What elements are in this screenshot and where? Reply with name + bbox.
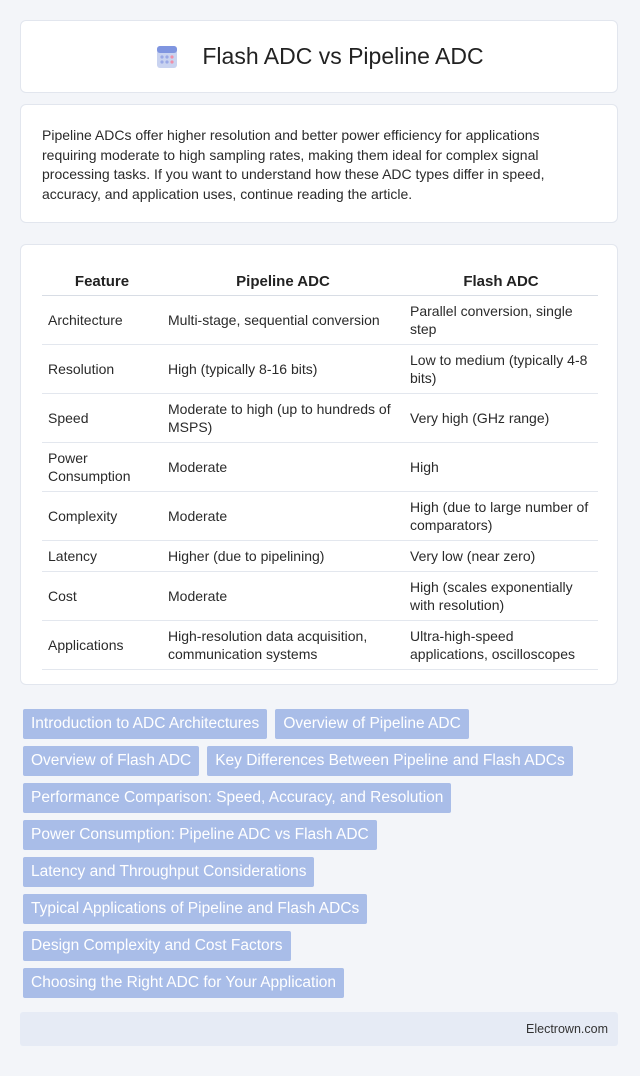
topic-link-applications[interactable]: Typical Applications of Pipeline and Flash ADCs xyxy=(23,894,367,924)
table-header-row xyxy=(42,262,598,296)
topic-link-latency[interactable]: Latency and Throughput Considerations xyxy=(23,857,314,887)
table-cell: Applications xyxy=(42,621,162,670)
table-row xyxy=(42,345,598,394)
table-row xyxy=(42,621,598,670)
table-cell: Cost xyxy=(42,572,162,621)
table-cell: Moderate xyxy=(162,492,404,541)
topic-link-performance[interactable]: Performance Comparison: Speed, Accuracy, and Resolution xyxy=(23,783,451,813)
header-pipeline-adc: Pipeline ADC xyxy=(162,262,404,296)
footer xyxy=(20,1012,618,1046)
title-card xyxy=(20,20,618,93)
header-feature: Feature xyxy=(42,262,162,296)
table-cell: Moderate xyxy=(162,443,404,492)
page-title: Flash ADC vs Pipeline ADC xyxy=(202,43,484,69)
table-cell: Power Consumption xyxy=(42,443,162,492)
comparison-table xyxy=(42,262,598,670)
table-cell: Speed xyxy=(42,394,162,443)
footer-site[interactable]: Electrown.com xyxy=(526,1022,608,1036)
table-cell: Latency xyxy=(42,541,162,572)
table-row xyxy=(42,296,598,345)
table-cell: Higher (due to pipelining) xyxy=(162,541,404,572)
table-cell: High (typically 8-16 bits) xyxy=(162,345,404,394)
table-row xyxy=(42,541,598,572)
topic-link-overview-pipeline[interactable]: Overview of Pipeline ADC xyxy=(275,709,468,739)
topic-link-design-cost[interactable]: Design Complexity and Cost Factors xyxy=(23,931,291,961)
intro-card xyxy=(20,104,618,223)
table-cell: Moderate xyxy=(162,572,404,621)
table-row xyxy=(42,572,598,621)
table-cell: Very high (GHz range) xyxy=(404,394,598,443)
topic-links xyxy=(23,709,619,1005)
table-cell: Architecture xyxy=(42,296,162,345)
table-cell: High (scales exponentially with resolution) xyxy=(404,572,598,621)
table-cell: Resolution xyxy=(42,345,162,394)
table-cell: Very low (near zero) xyxy=(404,541,598,572)
table-cell: Ultra-high-speed applications, oscilloscopes xyxy=(404,621,598,670)
calculator-icon xyxy=(154,44,180,70)
table-cell: Multi-stage, sequential conversion xyxy=(162,296,404,345)
topic-link-power[interactable]: Power Consumption: Pipeline ADC vs Flash ADC xyxy=(23,820,377,850)
topic-link-choosing[interactable]: Choosing the Right ADC for Your Application xyxy=(23,968,344,998)
table-cell: High (due to large number of comparators) xyxy=(404,492,598,541)
table-cell: Parallel conversion, single step xyxy=(404,296,598,345)
table-cell: Complexity xyxy=(42,492,162,541)
table-cell: High xyxy=(404,443,598,492)
intro-text: Pipeline ADCs offer higher resolution and better power efficiency for applications requiring moderate to high sampling rates, making them ideal for complex signal processing tasks. If you want to understand how these ADC types differ in speed, accuracy, and application uses, continue reading the article. xyxy=(42,127,545,202)
table-cell: Moderate to high (up to hundreds of MSPS) xyxy=(162,394,404,443)
comparison-table-card xyxy=(20,244,618,685)
table-row xyxy=(42,443,598,492)
table-cell: Low to medium (typically 4-8 bits) xyxy=(404,345,598,394)
header-flash-adc: Flash ADC xyxy=(404,262,598,296)
topic-link-introduction[interactable]: Introduction to ADC Architectures xyxy=(23,709,267,739)
table-row xyxy=(42,394,598,443)
topic-link-overview-flash[interactable]: Overview of Flash ADC xyxy=(23,746,199,776)
table-cell: High-resolution data acquisition, communication systems xyxy=(162,621,404,670)
topic-link-key-differences[interactable]: Key Differences Between Pipeline and Flash ADCs xyxy=(207,746,573,776)
table-row xyxy=(42,492,598,541)
